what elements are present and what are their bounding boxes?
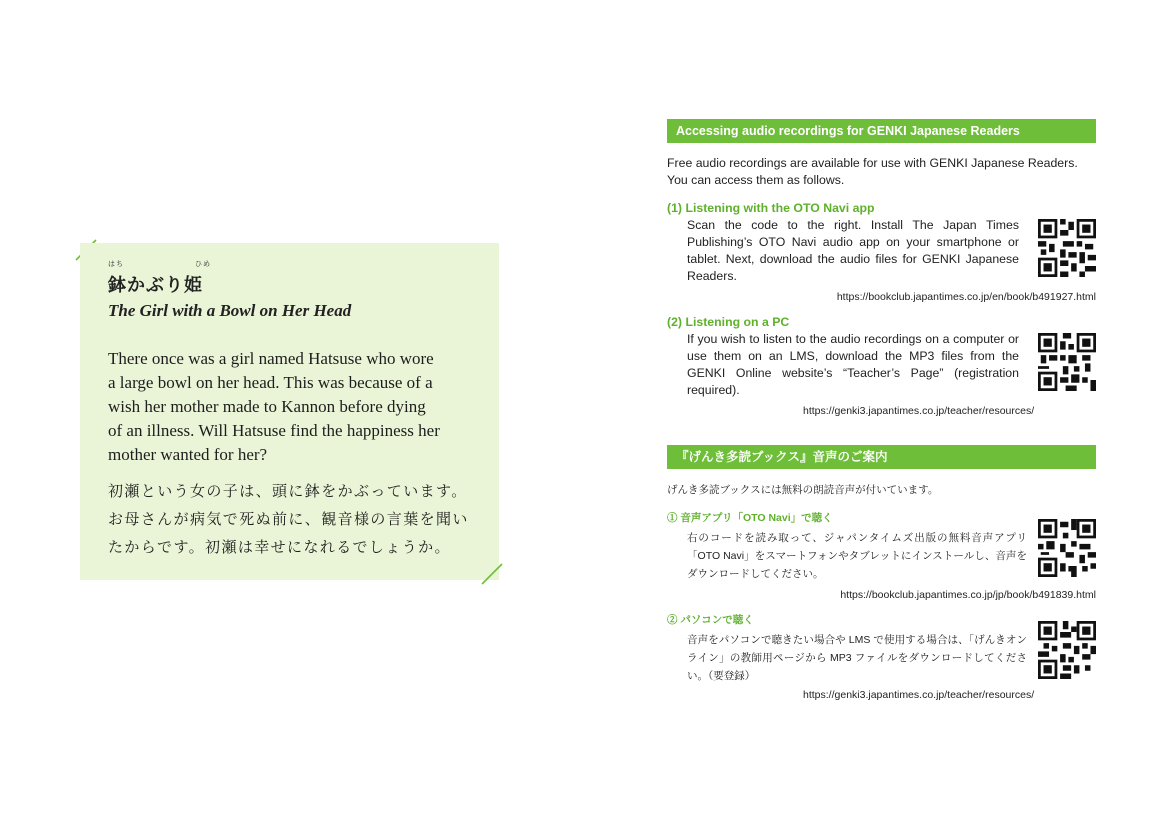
audio-info-column: [667, 119, 1096, 701]
oto-navi-item-jp: [667, 529, 1096, 589]
summary-japanese: 初瀬という女の子は、頭に鉢をかぶっています。 お母さんが病気で死ぬ前に、観音様の言葉を聞い たからです。初瀬は幸せになれるでしょうか。: [108, 482, 469, 556]
oto-navi-url-jp[interactable]: https://bookclub.japantimes.co.jp/jp/book/b491839.html: [840, 589, 1096, 601]
summary-english: There once was a girl named Hatsuse who wore a large bowl on her head. This was because of a wish her mother made to Kannon before dying of an illness. Will Hatsuse find the happiness her mother wanted for her?: [108, 349, 440, 464]
pc-description-jp: 音声をパソコンで聴きたい場合や LMS で使用する場合は、「げんきオンライン」の教師用ページから MP3 ファイルをダウンロードしてください。（要登録）: [687, 634, 1027, 682]
japanese-section-header: 『げんき多読ブックス』音声のご案内: [667, 445, 1096, 469]
oto-navi-description-jp: 右のコードを読み取って、ジャパンタイムズ出版の無料音声アプリ「OTO Navi」をスマートフォンやタブレットにインストールし、音声をダウンロードしてください。: [687, 532, 1027, 580]
japanese-intro: げんき多読ブックスには無料の朗読音声が付いています。: [667, 484, 939, 496]
pc-heading: (2) Listening on a PC: [667, 315, 790, 329]
corner-mark-bottom-right: [481, 563, 503, 585]
pc-item: [667, 331, 1096, 405]
title-ruby: はち ひめ: [108, 260, 211, 268]
book-summary-card: [80, 243, 499, 580]
pc-item-jp: [667, 631, 1096, 689]
pc-description: If you wish to listen to the audio recordings on a computer or use them on an LMS, download the MP3 files from the GENKI Online website’s “Teacher’s Page” (registration required).: [687, 332, 1019, 397]
oto-navi-item: [667, 217, 1096, 291]
pc-url-jp[interactable]: https://genki3.japantimes.co.jp/teacher/resources/: [803, 689, 1035, 701]
oto-navi-description: Scan the code to the right. Install The Japan Times Publishing’s OTO Navi audio app on your smartphone or tablet. Next, download the audio files for GENKI Japanese Readers.: [687, 218, 1019, 283]
book-title-japanese: はち ひめ 鉢かぶり姫: [108, 260, 211, 296]
qr-code-icon[interactable]: [1038, 621, 1096, 679]
pc-heading-jp: ② パソコンで聴く: [667, 614, 754, 626]
oto-navi-heading: (1) Listening with the OTO Navi app: [667, 201, 875, 215]
english-section-header: Accessing audio recordings for GENKI Japanese Readers: [667, 119, 1096, 143]
oto-navi-url[interactable]: https://bookclub.japantimes.co.jp/en/book/b491927.html: [836, 291, 1096, 303]
pc-url[interactable]: https://genki3.japantimes.co.jp/teacher/resources/: [803, 405, 1035, 417]
qr-code-icon[interactable]: [1038, 519, 1096, 577]
oto-navi-heading-jp: ① 音声アプリ「OTO Navi」で聴く: [667, 512, 833, 524]
book-title-english: The Girl with a Bowl on Her Head: [108, 301, 352, 320]
qr-code-icon[interactable]: [1038, 219, 1096, 277]
english-intro: Free audio recordings are available for use with GENKI Japanese Readers. You can access them as follows.: [667, 156, 1078, 187]
qr-code-icon[interactable]: [1038, 333, 1096, 391]
